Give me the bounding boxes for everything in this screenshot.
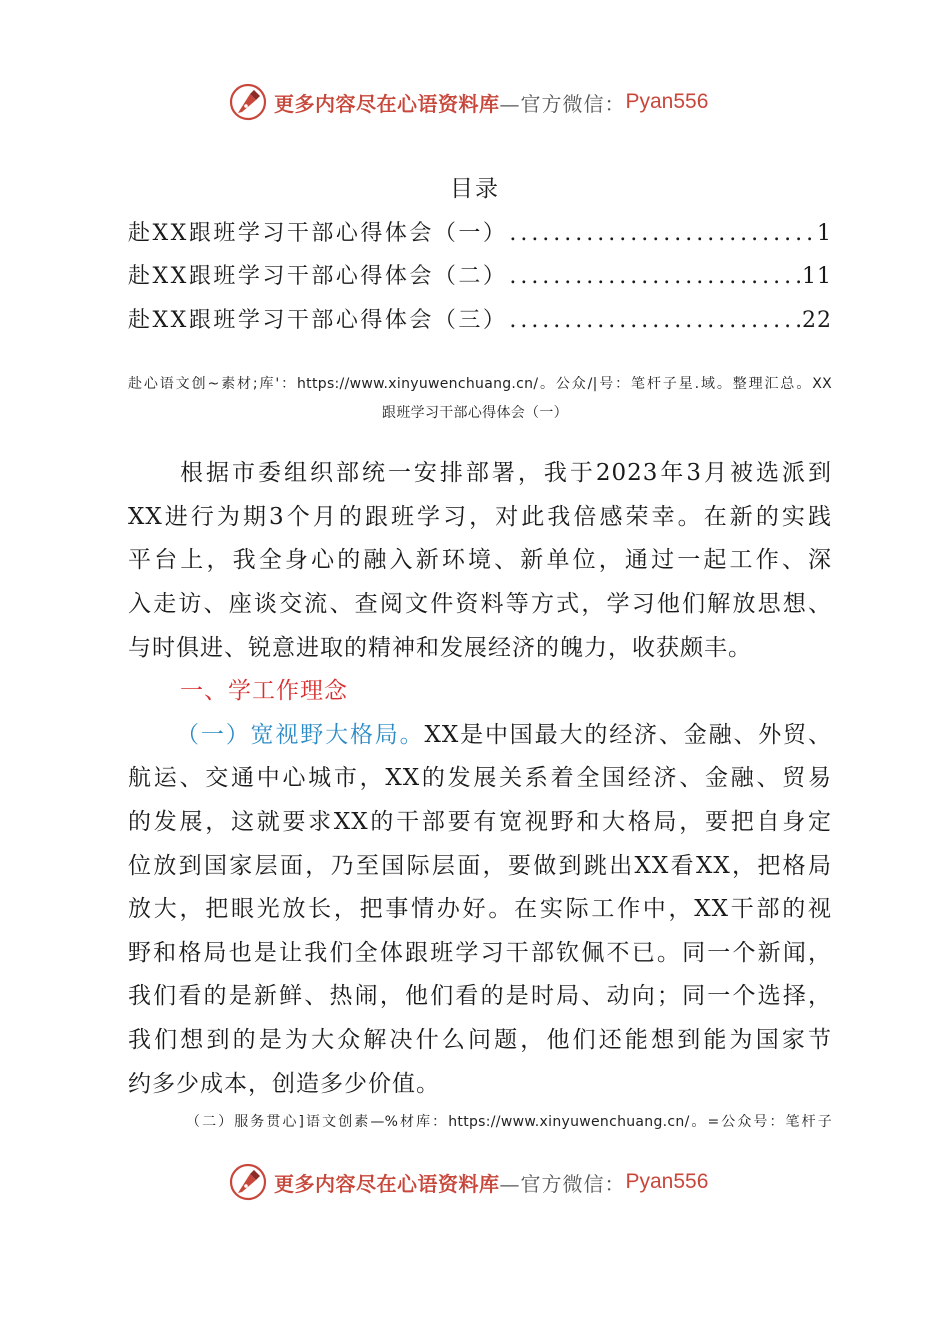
banner-wechat-id: Pyan556 [625, 90, 709, 113]
body-line: 我们想到的是为大众解决什么问题，他们还能想到能为国家节 [128, 1027, 832, 1053]
toc-title: 目录 [450, 176, 500, 202]
pen-nib-logo-icon [228, 82, 268, 122]
body-line: 与时俱进、锐意进取的精神和发展经济的魄力，收获颇丰。 [128, 635, 752, 661]
body-line: 航运、交通中心城市，XX的发展关系着全国经济、金融、贸易 [128, 765, 832, 791]
body-line: 入走访、座谈交流、查阅文件资料等方式，学习他们解放思想、 [128, 591, 832, 617]
toc-entry-label: 赴XX跟班学习干部心得体会（二） [128, 264, 508, 289]
toc-leader-dots [509, 264, 800, 289]
banner-separator-text: —官方微信： [499, 91, 626, 116]
section-heading: 一、学工作理念 [180, 678, 348, 704]
footer-banner [228, 1158, 728, 1206]
header-banner [228, 78, 728, 126]
footer-watermark-line: （二）服务贯心]语文创素—%材库：https://www.xinyuwenchuang.cn/。=公众号：笔杆子 [186, 1114, 832, 1130]
toc-entry-page: 22 [802, 308, 832, 333]
body-line: 野和格局也是让我们全体跟班学习干部钦佩不已。同一个新闻， [128, 940, 832, 966]
body-line: 平台上，我全身心的融入新环境、新单位，通过一起工作、深 [128, 547, 832, 573]
toc-entry-page: 11 [802, 264, 832, 289]
banner-separator-text: —官方微信： [499, 1171, 626, 1196]
toc-leader-dots [509, 221, 815, 246]
body-line: 根据市委组织部统一安排部署，我于2023年3月被选派到 [180, 460, 832, 486]
toc-entry[interactable] [128, 216, 832, 248]
body-line: 位放到国家层面，乃至国际层面，要做到跳出XX看XX，把格局 [128, 853, 832, 879]
body-line: 的发展，这就要求XX的干部要有宽视野和大格局，要把自身定 [128, 809, 832, 835]
banner-wechat-id: Pyan556 [625, 1170, 709, 1193]
watermark-line: 赴心语文创~素材;库'：https://www.xinyuwenchuang.cn/。公众/|号：笔杆子星.域。整理汇总。XX [128, 376, 832, 392]
sub-heading-rest: XX是中国最大的经济、金融、外贸、 [424, 722, 832, 748]
body-line: 放大，把眼光放长，把事情办好。在实际工作中，XX干部的视 [128, 896, 832, 922]
sub-heading: （一）宽视野大格局。 [176, 722, 425, 748]
body-line: 约多少成本，创造多少价值。 [128, 1071, 440, 1097]
article-title: 跟班学习干部心得体会（一） [382, 405, 568, 421]
toc-entry-page: 1 [817, 221, 832, 246]
toc-entry-label: 赴XX跟班学习干部心得体会（一） [128, 221, 508, 246]
pen-nib-logo-icon [228, 1162, 268, 1202]
body-line: 我们看的是新鲜、热闹，他们看的是时局、动向；同一个选择， [128, 983, 832, 1009]
banner-main-text: 更多内容尽在心语资料库 [274, 91, 500, 116]
banner-main-text: 更多内容尽在心语资料库 [274, 1171, 500, 1196]
toc-entry-label: 赴XX跟班学习干部心得体会（三） [128, 308, 508, 333]
body-line: XX进行为期3个月的跟班学习，对此我倍感荣幸。在新的实践 [128, 504, 832, 530]
toc-entry[interactable] [128, 303, 832, 335]
toc-leader-dots [509, 308, 800, 333]
toc-entry[interactable] [128, 259, 832, 291]
sub-heading-line [176, 717, 832, 753]
